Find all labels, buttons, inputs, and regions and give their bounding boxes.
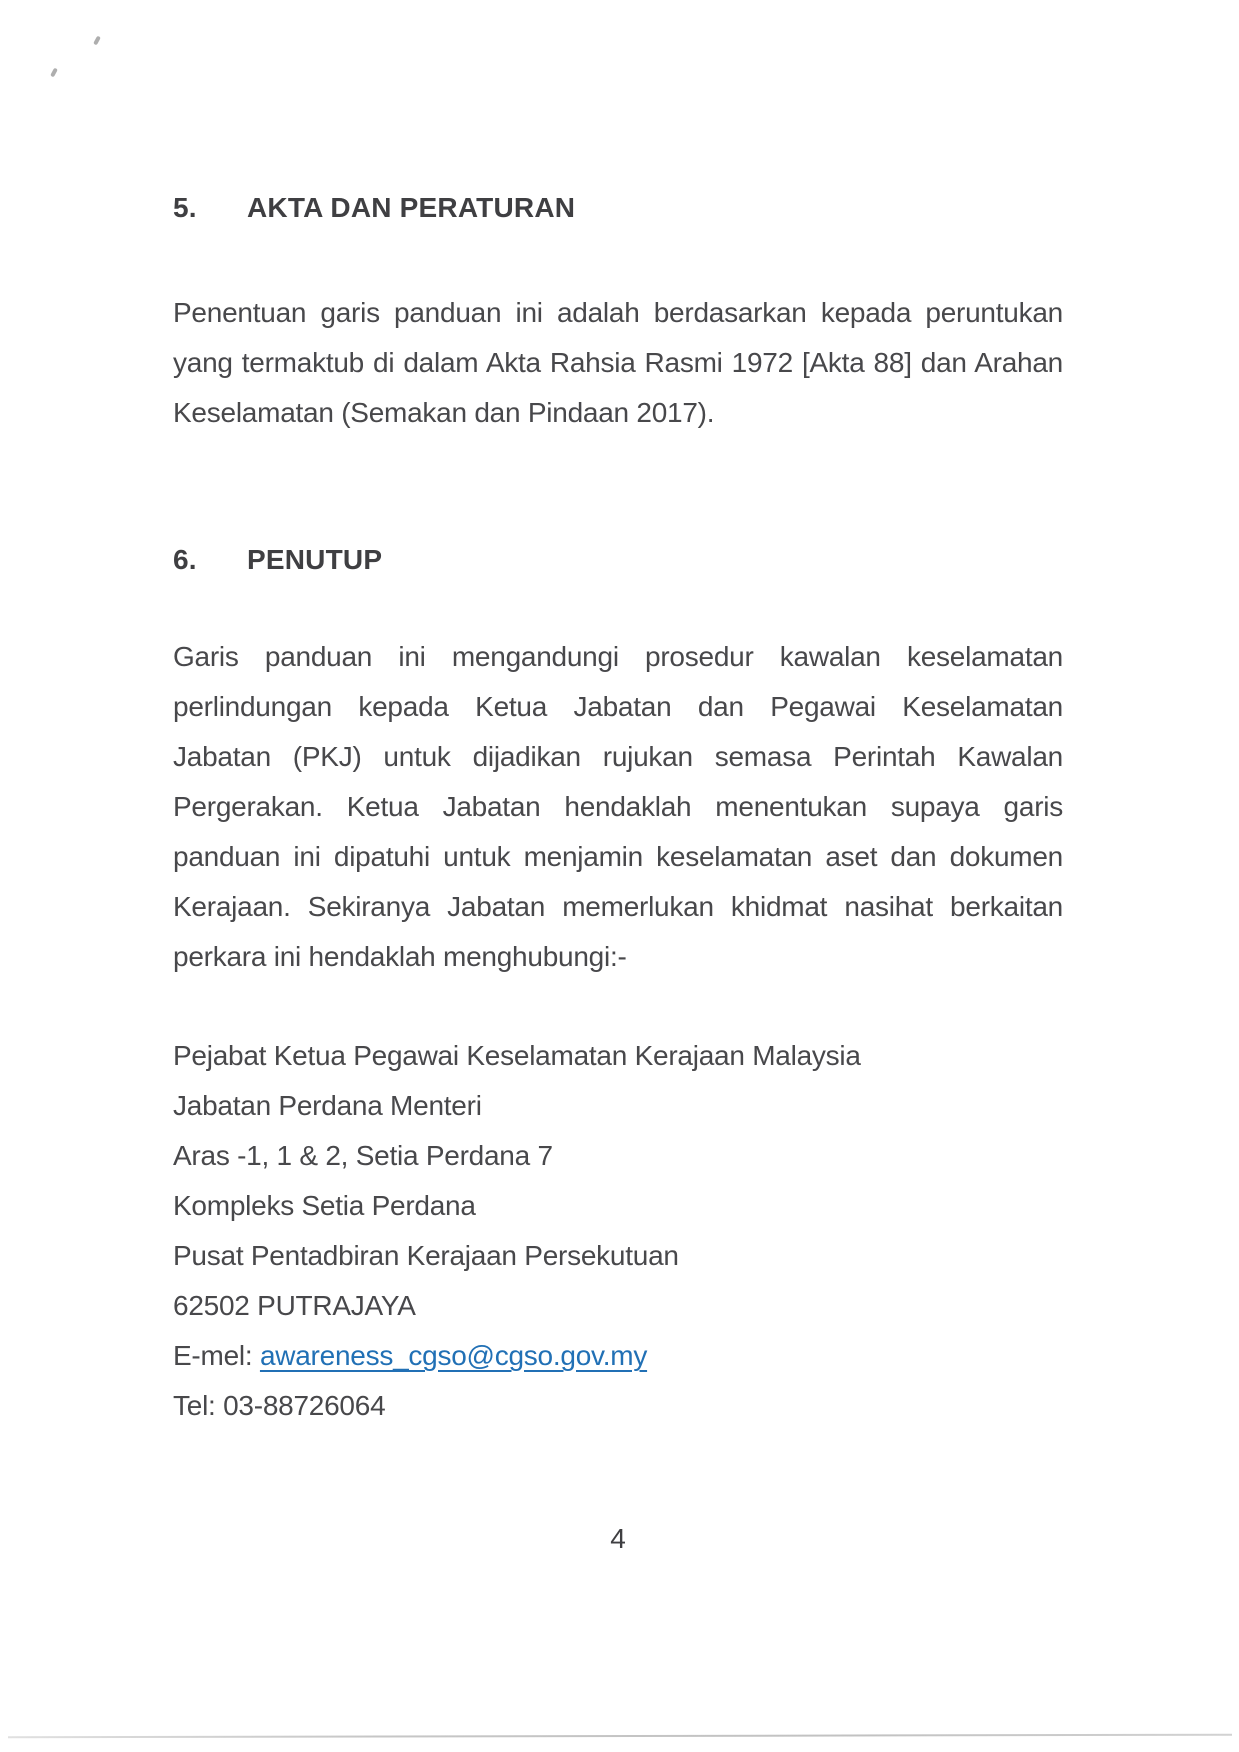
paragraph-line: panduan ini dipatuhi untuk menjamin keselamatan aset dan dokumen: [173, 841, 1063, 872]
section-6-heading: [173, 542, 1073, 578]
scan-speck: [50, 68, 58, 78]
section-5-heading: [173, 190, 1073, 226]
section-5-paragraph: [173, 288, 1063, 438]
contact-office-line: Pejabat Ketua Pegawai Keselamatan Kerajaan Malaysia: [173, 1040, 861, 1071]
paragraph-line: yang termaktub di dalam Akta Rahsia Rasmi 1972 [Akta 88] dan Arahan: [173, 347, 1063, 378]
paragraph-line: perlindungan kepada Ketua Jabatan dan Pegawai Keselamatan: [173, 691, 1063, 722]
scan-edge-line: [8, 1734, 1232, 1739]
contact-address-line-3: Pusat Pentadbiran Kerajaan Persekutuan: [173, 1240, 679, 1271]
paragraph-line: Jabatan (PKJ) untuk dijadikan rujukan semasa Perintah Kawalan: [173, 741, 1063, 772]
section-5-number: 5.: [173, 192, 197, 223]
page-number: 4: [610, 1523, 626, 1554]
paragraph-line: Garis panduan ini mengandungi prosedur kawalan keselamatan: [173, 641, 1063, 672]
paragraph-line: perkara ini hendaklah menghubungi:-: [173, 941, 627, 972]
email-label: E-mel:: [173, 1340, 260, 1371]
paragraph-line: Pergerakan. Ketua Jabatan hendaklah menentukan supaya garis: [173, 791, 1063, 822]
paragraph-line: Kerajaan. Sekiranya Jabatan memerlukan khidmat nasihat berkaitan: [173, 891, 1063, 922]
contact-address-line-2: Kompleks Setia Perdana: [173, 1190, 476, 1221]
scan-speck: [93, 36, 101, 46]
section-5-title: AKTA DAN PERATURAN: [247, 192, 576, 223]
contact-tel-line: Tel: 03-88726064: [173, 1390, 386, 1421]
contact-email-line: [173, 1331, 1063, 1381]
section-6-paragraph: [173, 632, 1063, 982]
section-6-title: PENUTUP: [247, 544, 383, 575]
email-link[interactable]: awareness_cgso@cgso.gov.my: [259, 1340, 648, 1371]
paragraph-line: Keselamatan (Semakan dan Pindaan 2017).: [173, 397, 715, 428]
contact-block: [173, 1031, 1063, 1431]
contact-address-line-1: Aras -1, 1 & 2, Setia Perdana 7: [173, 1140, 553, 1171]
contact-postcode-city: 62502 PUTRAJAYA: [173, 1290, 416, 1321]
section-6-number: 6.: [173, 544, 197, 575]
contact-department-line: Jabatan Perdana Menteri: [173, 1090, 482, 1121]
paragraph-line: Penentuan garis panduan ini adalah berdasarkan kepada peruntukan: [173, 297, 1063, 328]
